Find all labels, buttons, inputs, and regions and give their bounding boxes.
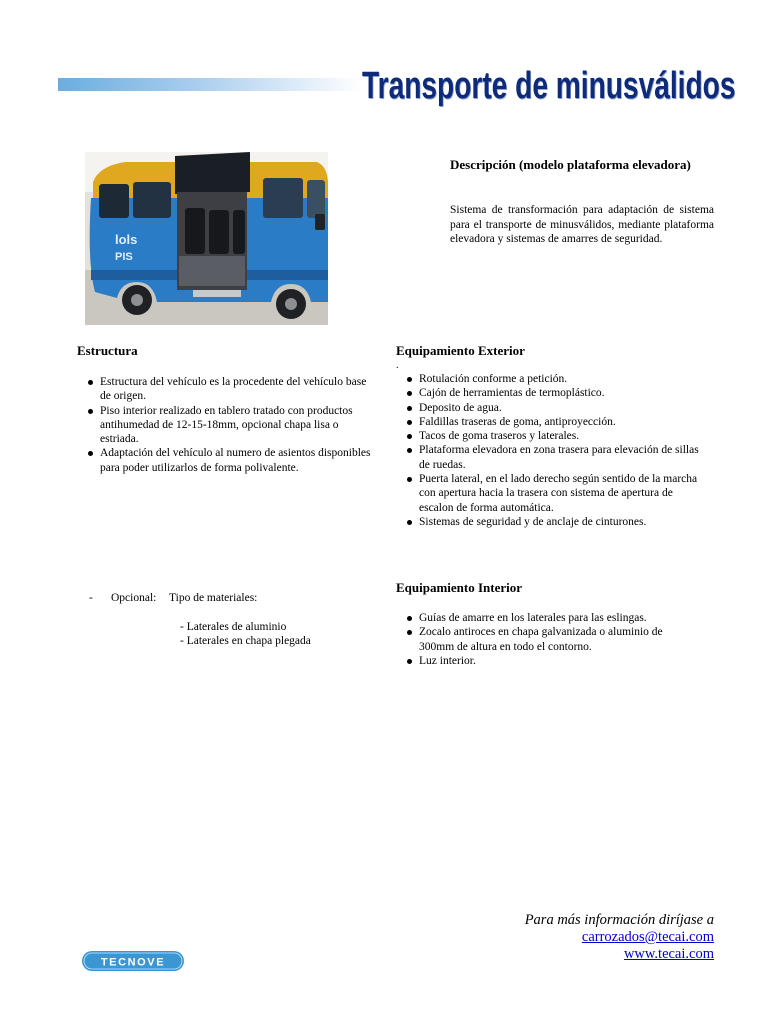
- contact-block: [525, 912, 714, 963]
- tecnove-logo: [81, 950, 185, 972]
- materials-list: [180, 620, 311, 648]
- list-item: Deposito de agua.: [397, 401, 699, 415]
- svg-text:TECNOVE: TECNOVE: [100, 956, 166, 969]
- list-item: Tacos de goma traseros y laterales.: [397, 429, 699, 443]
- stray-mark: .: [396, 360, 399, 371]
- contact-lead: Para más información diríjase a: [524, 912, 714, 928]
- svg-text:PIS: PIS: [115, 251, 133, 263]
- optional-dash: -: [89, 592, 93, 604]
- page-title: Transporte de minusválidos: [362, 65, 736, 107]
- optional-text: Tipo de materiales:: [169, 592, 258, 604]
- material-item: - Laterales de aluminio: [180, 621, 287, 633]
- website-link[interactable]: www.tecai.com: [623, 946, 714, 962]
- vehicle-photo: [85, 152, 328, 325]
- list-item: Sistemas de seguridad y de anclaje de cinturones.: [397, 515, 699, 529]
- list-item: Cajón de herramientas de termoplástico.: [397, 386, 699, 400]
- optional-label: Opcional:: [111, 592, 157, 604]
- exterior-heading: Equipamiento Exterior: [396, 343, 525, 358]
- interior-list: [397, 611, 699, 668]
- structure-heading: Estructura: [77, 343, 138, 358]
- interior-heading: Equipamiento Interior: [396, 580, 523, 595]
- list-item: Puerta lateral, en el lado derecho según sentido de la marcha con apertura hacia la trasera con sistema de apertura de escalon de forma automática.: [397, 472, 699, 515]
- list-item: Plataforma elevadora en zona trasera para elevación de sillas de ruedas.: [397, 443, 699, 472]
- list-item: Guías de amarre en los laterales para las eslingas.: [397, 611, 699, 625]
- structure-list: [77, 375, 377, 475]
- description-text: Sistema de transformación para adaptación de sistema para el transporte de minusválidos, mediante plataforma elevadora y sistemas de amarres de seguridad.: [450, 204, 714, 245]
- header-gradient-bar: [58, 78, 364, 91]
- svg-text:lols: lols: [115, 232, 138, 247]
- list-item: Faldillas traseras de goma, antiproyección.: [397, 415, 699, 429]
- optional-materials-row: [89, 591, 257, 605]
- exterior-list: [397, 372, 699, 529]
- email-link[interactable]: carrozados@tecai.com: [581, 929, 714, 945]
- list-item: Luz interior.: [397, 654, 699, 668]
- list-item: Piso interior realizado en tablero tratado con productos antihumedad de 12-15-18mm, opcional chapa lisa o estriada.: [77, 404, 377, 447]
- list-item: Rotulación conforme a petición.: [397, 372, 699, 386]
- description-heading: Descripción (modelo plataforma elevadora): [450, 157, 691, 172]
- material-item: - Laterales en chapa plegada: [180, 635, 311, 647]
- list-item: Estructura del vehículo es la procedente del vehículo base de origen.: [77, 375, 377, 404]
- list-item: Adaptación del vehículo al numero de asientos disponibles para poder utilizarlos de forma polivalente.: [77, 446, 377, 475]
- list-item: Zocalo antiroces en chapa galvanizada o aluminio de 300mm de altura en todo el contorno.: [397, 625, 699, 654]
